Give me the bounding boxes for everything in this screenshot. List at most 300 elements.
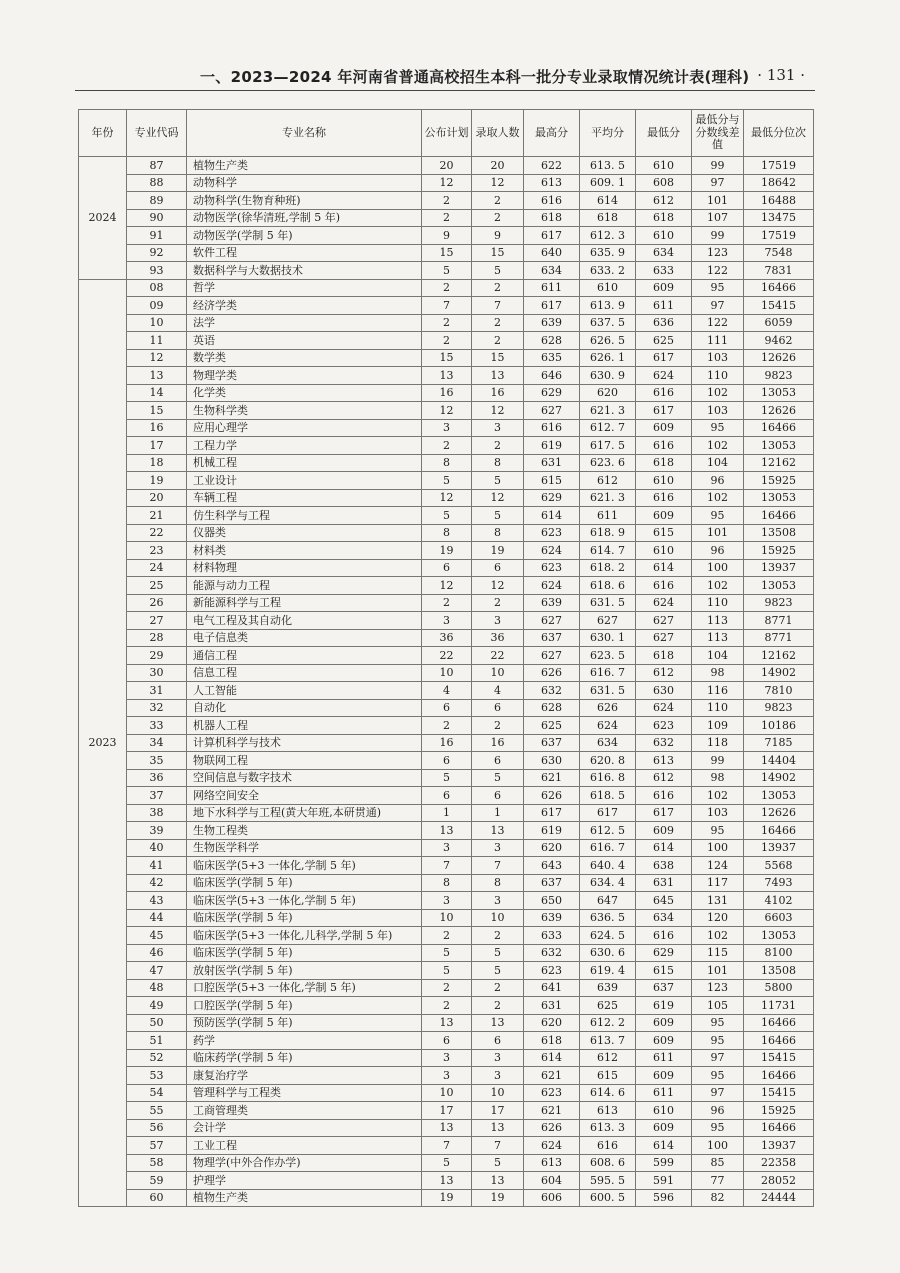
table-row [79,839,814,857]
table-cell: 58 [127,1154,187,1172]
table-cell: 612. 2 [580,1014,636,1032]
table-cell: 17519 [744,227,814,245]
table-cell: 609 [636,1014,692,1032]
table-cell: 620. 8 [580,752,636,770]
table-cell: 22 [422,647,472,665]
table-cell: 2 [422,437,472,455]
table-cell: 54 [127,1084,187,1102]
table-cell: 16466 [744,1067,814,1085]
table-cell: 9823 [744,367,814,385]
table-row [79,909,814,927]
table-cell: 101 [692,962,744,980]
table-cell: 110 [692,367,744,385]
table-row [79,717,814,735]
table-cell: 18 [127,454,187,472]
table-cell: 8 [422,454,472,472]
table-cell: 44 [127,909,187,927]
table-cell: 613. 7 [580,1032,636,1050]
table-cell: 628 [524,699,580,717]
table-cell: 102 [692,927,744,945]
table-cell: 14902 [744,664,814,682]
table-row [79,962,814,980]
major-name-cell: 车辆工程 [187,489,422,507]
table-cell: 43 [127,892,187,910]
table-cell: 17 [127,437,187,455]
table-row [79,612,814,630]
table-cell: 120 [692,909,744,927]
table-cell: 606 [524,1189,580,1207]
table-cell: 16466 [744,1119,814,1137]
table-cell: 3 [472,839,524,857]
table-cell: 35 [127,752,187,770]
table-cell: 622 [524,157,580,175]
table-cell: 620 [524,1014,580,1032]
table-cell: 19 [127,472,187,490]
table-cell: 610 [636,227,692,245]
table-cell: 16466 [744,1032,814,1050]
major-name-cell: 护理学 [187,1172,422,1190]
table-cell: 8771 [744,612,814,630]
table-cell: 632 [524,944,580,962]
table-cell: 6 [472,559,524,577]
table-cell: 639 [524,314,580,332]
table-cell: 641 [524,979,580,997]
major-name-cell: 物理学类 [187,367,422,385]
table-cell: 60 [127,1189,187,1207]
table-cell: 616 [636,787,692,805]
major-name-cell: 空间信息与数字技术 [187,769,422,787]
table-cell: 3 [422,1049,472,1067]
table-cell: 617 [636,349,692,367]
table-cell: 25 [127,577,187,595]
table-cell: 2 [472,314,524,332]
major-name-cell: 工程力学 [187,437,422,455]
table-cell: 613. 5 [580,157,636,175]
table-cell: 17519 [744,157,814,175]
table-cell: 7 [422,857,472,875]
major-name-cell: 法学 [187,314,422,332]
table-cell: 610 [636,157,692,175]
table-row [79,577,814,595]
table-row [79,682,814,700]
table-cell: 610 [636,1102,692,1120]
major-name-cell: 人工智能 [187,682,422,700]
table-cell: 82 [692,1189,744,1207]
table-cell: 2 [472,437,524,455]
table-cell: 614. 6 [580,1084,636,1102]
table-cell: 600. 5 [580,1189,636,1207]
table-cell: 96 [692,1102,744,1120]
table-cell: 616 [636,577,692,595]
table-cell: 6 [472,752,524,770]
table-cell: 5 [472,962,524,980]
table-row [79,804,814,822]
table-cell: 13 [422,1172,472,1190]
table-row [79,209,814,227]
table-row [79,384,814,402]
major-name-cell: 电气工程及其自动化 [187,612,422,630]
table-cell: 624. 5 [580,927,636,945]
table-cell: 10 [422,664,472,682]
table-cell: 617 [580,804,636,822]
table-row [79,1014,814,1032]
table-row [79,734,814,752]
column-header: 最低分位次 [744,110,814,157]
table-cell: 8771 [744,629,814,647]
table-cell: 619 [636,997,692,1015]
table-cell: 24 [127,559,187,577]
table-cell: 16 [472,384,524,402]
table-cell: 614 [636,559,692,577]
table-body [79,157,814,1207]
table-cell: 634. 4 [580,874,636,892]
page-number: · 131 · [757,66,805,84]
table-cell: 639 [524,909,580,927]
table-cell: 105 [692,997,744,1015]
table-cell: 617 [524,227,580,245]
table-cell: 627 [580,612,636,630]
table-cell: 3 [422,892,472,910]
table-cell: 96 [692,542,744,560]
major-name-cell: 数学类 [187,349,422,367]
column-header: 最低分 [636,110,692,157]
header-divider [75,90,815,91]
table-cell: 2 [472,332,524,350]
table-cell: 15 [127,402,187,420]
table-cell: 614 [524,1049,580,1067]
table-cell: 5 [422,262,472,280]
table-cell: 6 [422,752,472,770]
table-cell: 643 [524,857,580,875]
table-cell: 55 [127,1102,187,1120]
table-row [79,244,814,262]
table-cell: 639 [524,594,580,612]
table-cell: 10 [472,664,524,682]
table-cell: 104 [692,454,744,472]
table-cell: 20 [422,157,472,175]
table-row [79,174,814,192]
table-cell: 12 [127,349,187,367]
table-cell: 16 [127,419,187,437]
table-cell: 95 [692,1032,744,1050]
table-cell: 102 [692,577,744,595]
table-cell: 2 [422,332,472,350]
table-row [79,262,814,280]
table-cell: 620 [524,839,580,857]
table-cell: 29 [127,647,187,665]
table-cell: 99 [692,157,744,175]
table-cell: 50 [127,1014,187,1032]
table-cell: 98 [692,664,744,682]
table-row [79,1049,814,1067]
table-cell: 610 [636,472,692,490]
admission-stats-table [78,109,814,1207]
table-cell: 614. 7 [580,542,636,560]
major-name-cell: 药学 [187,1032,422,1050]
table-cell: 113 [692,629,744,647]
table-cell: 33 [127,717,187,735]
table-cell: 93 [127,262,187,280]
table-cell: 87 [127,157,187,175]
table-cell: 77 [692,1172,744,1190]
table-cell: 2 [422,279,472,297]
table-cell: 624 [524,577,580,595]
table-cell: 617 [524,297,580,315]
table-cell: 13053 [744,437,814,455]
table-cell: 617 [636,402,692,420]
table-cell: 627 [524,612,580,630]
table-cell: 9823 [744,594,814,612]
table-row [79,437,814,455]
major-name-cell: 数据科学与大数据技术 [187,262,422,280]
table-cell: 613 [524,174,580,192]
table-cell: 5 [472,769,524,787]
major-name-cell: 放射医学(学制 5 年) [187,962,422,980]
table-cell: 99 [692,752,744,770]
table-cell: 4 [422,682,472,700]
table-cell: 618 [580,209,636,227]
table-row [79,332,814,350]
table-cell: 20 [127,489,187,507]
table-cell: 626 [524,787,580,805]
table-row [79,664,814,682]
table-cell: 620 [580,384,636,402]
table-cell: 28 [127,629,187,647]
table-cell: 3 [422,1067,472,1085]
major-name-cell: 会计学 [187,1119,422,1137]
table-cell: 609 [636,1032,692,1050]
table-cell: 627 [636,612,692,630]
table-cell: 2 [422,209,472,227]
table-cell: 24444 [744,1189,814,1207]
table-cell: 634 [636,909,692,927]
table-cell: 626 [524,664,580,682]
table-cell: 616. 7 [580,839,636,857]
table-cell: 08 [127,279,187,297]
table-cell: 122 [692,314,744,332]
table-row [79,629,814,647]
table-row [79,349,814,367]
table-cell: 616. 7 [580,664,636,682]
table-cell: 627 [636,629,692,647]
table-cell: 11 [127,332,187,350]
table-cell: 13053 [744,927,814,945]
table-cell: 22 [127,524,187,542]
table-cell: 632 [636,734,692,752]
table-cell: 52 [127,1049,187,1067]
major-name-cell: 物理学(中外合作办学) [187,1154,422,1172]
table-cell: 611 [636,1049,692,1067]
table-cell: 2 [422,997,472,1015]
major-name-cell: 工商管理类 [187,1102,422,1120]
table-cell: 6 [472,1032,524,1050]
table-cell: 13 [127,367,187,385]
table-row [79,822,814,840]
table-cell: 7 [422,297,472,315]
table-cell: 95 [692,1014,744,1032]
table-cell: 634 [524,262,580,280]
table-cell: 8 [422,874,472,892]
table-cell: 16 [472,734,524,752]
table-cell: 612. 3 [580,227,636,245]
table-cell: 16 [422,734,472,752]
table-cell: 15415 [744,1084,814,1102]
table-row [79,524,814,542]
major-name-cell: 通信工程 [187,647,422,665]
table-cell: 2 [422,979,472,997]
table-cell: 615 [636,524,692,542]
table-cell: 627 [524,402,580,420]
table-row [79,997,814,1015]
table-row [79,297,814,315]
table-row [79,979,814,997]
table-row [79,699,814,717]
table-cell: 48 [127,979,187,997]
table-cell: 13 [472,1172,524,1190]
table-cell: 630. 9 [580,367,636,385]
major-name-cell: 电子信息类 [187,629,422,647]
table-row [79,314,814,332]
table-cell: 13053 [744,787,814,805]
table-row [79,1172,814,1190]
table-cell: 104 [692,647,744,665]
table-cell: 123 [692,244,744,262]
table-cell: 624 [636,594,692,612]
table-cell: 10 [127,314,187,332]
table-cell: 15925 [744,1102,814,1120]
table-cell: 28052 [744,1172,814,1190]
table-cell: 611 [636,297,692,315]
table-cell: 623 [636,717,692,735]
table-cell: 12 [422,174,472,192]
table-row [79,1189,814,1207]
table-cell: 650 [524,892,580,910]
table-cell: 5 [472,1154,524,1172]
major-name-cell: 仿生科学与工程 [187,507,422,525]
table-cell: 17 [422,1102,472,1120]
table-cell: 42 [127,874,187,892]
major-name-cell: 预防医学(学制 5 年) [187,1014,422,1032]
table-cell: 8100 [744,944,814,962]
table-cell: 12162 [744,647,814,665]
table-cell: 613 [580,1102,636,1120]
major-name-cell: 生物医学科学 [187,839,422,857]
table-cell: 131 [692,892,744,910]
major-name-cell: 材料物理 [187,559,422,577]
table-cell: 13 [422,1119,472,1137]
table-cell: 621. 3 [580,402,636,420]
table-cell: 617 [636,804,692,822]
table-cell: 633 [524,927,580,945]
table-cell: 111 [692,332,744,350]
major-name-cell: 仪器类 [187,524,422,542]
table-cell: 618. 6 [580,577,636,595]
table-cell: 12 [472,174,524,192]
table-cell: 7548 [744,244,814,262]
table-cell: 614 [636,839,692,857]
table-cell: 56 [127,1119,187,1137]
table-cell: 10 [472,1084,524,1102]
major-name-cell: 化学类 [187,384,422,402]
table-cell: 12 [422,577,472,595]
table-cell: 627 [524,647,580,665]
table-cell: 2 [422,192,472,210]
table-cell: 103 [692,349,744,367]
table-cell: 628 [524,332,580,350]
table-cell: 609. 1 [580,174,636,192]
table-cell: 624 [524,542,580,560]
major-name-cell: 康复治疗学 [187,1067,422,1085]
column-header: 录取人数 [472,110,524,157]
table-cell: 13 [422,367,472,385]
table-cell: 610 [636,542,692,560]
table-cell: 630 [524,752,580,770]
table-row [79,892,814,910]
table-cell: 7810 [744,682,814,700]
table-cell: 614 [580,192,636,210]
table-cell: 611 [636,1084,692,1102]
table-cell: 97 [692,1049,744,1067]
table-cell: 6 [422,787,472,805]
table-cell: 631 [524,454,580,472]
table-cell: 609 [636,1067,692,1085]
table-cell: 645 [636,892,692,910]
table-cell: 618 [636,209,692,227]
table-cell: 10 [472,909,524,927]
major-name-cell: 地下水科学与工程(黄大年班,本研贯通) [187,804,422,822]
table-cell: 626 [524,1119,580,1137]
table-cell: 612 [636,192,692,210]
table-cell: 616 [636,437,692,455]
table-cell: 13 [472,1119,524,1137]
table-cell: 15925 [744,542,814,560]
table-cell: 631 [636,874,692,892]
table-cell: 95 [692,1119,744,1137]
table-cell: 618 [524,1032,580,1050]
table-cell: 41 [127,857,187,875]
table-cell: 9 [422,227,472,245]
table-row [79,787,814,805]
table-cell: 647 [580,892,636,910]
table-cell: 615 [636,962,692,980]
table-cell: 13053 [744,384,814,402]
table-cell: 14 [127,384,187,402]
table-cell: 621 [524,1067,580,1085]
table-cell: 12 [472,402,524,420]
table-cell: 98 [692,769,744,787]
table-cell: 629 [524,489,580,507]
table-cell: 646 [524,367,580,385]
table-cell: 23 [127,542,187,560]
table-cell: 615 [580,1067,636,1085]
table-cell: 2 [422,927,472,945]
table-cell: 609 [636,1119,692,1137]
major-name-cell: 临床医学(学制 5 年) [187,874,422,892]
table-cell: 626. 1 [580,349,636,367]
table-cell: 13508 [744,524,814,542]
table-cell: 6059 [744,314,814,332]
table-cell: 16466 [744,822,814,840]
table-cell: 617 [524,804,580,822]
major-name-cell: 植物生产类 [187,1189,422,1207]
table-cell: 15 [472,349,524,367]
major-name-cell: 材料类 [187,542,422,560]
table-cell: 637 [524,629,580,647]
table-cell: 616 [524,192,580,210]
table-cell: 5 [422,944,472,962]
table-row [79,1032,814,1050]
table-cell: 12 [422,402,472,420]
